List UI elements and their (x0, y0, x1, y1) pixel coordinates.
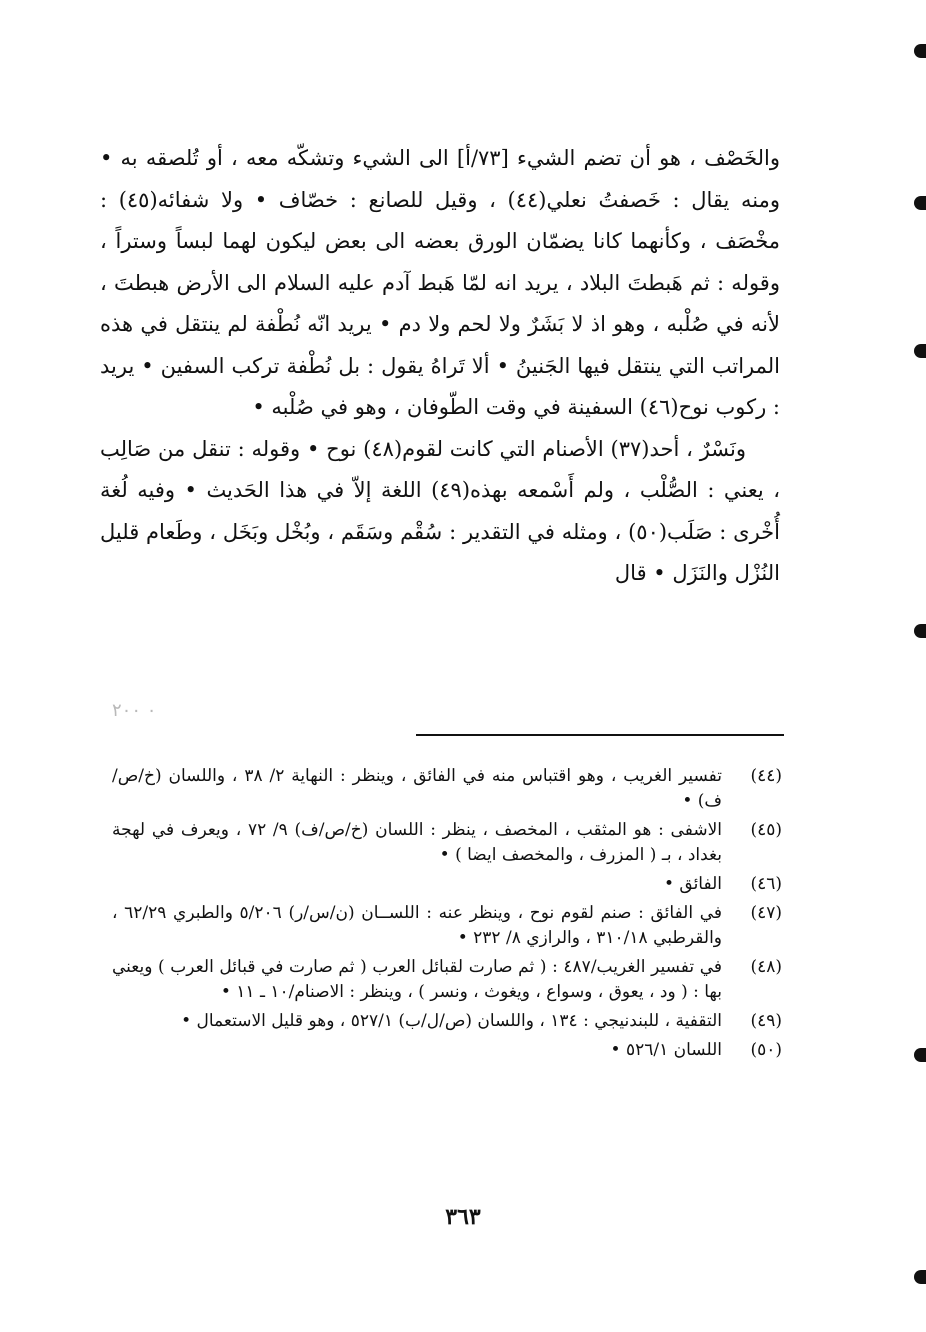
footnote-number: (٤٩) (750, 1011, 782, 1031)
binding-edge-mark (914, 196, 926, 210)
page-number: ٣٦٣ (445, 1204, 481, 1230)
footnote-number: (٤٤) (750, 766, 782, 786)
footnote-50 (112, 1038, 782, 1063)
binding-edge-mark (914, 44, 926, 58)
binding-edge-mark (914, 1048, 926, 1062)
footnote-48 (112, 955, 782, 1005)
footnote-44 (112, 764, 782, 814)
footnote-46 (112, 872, 782, 897)
footnote-number: (٤٦) (750, 874, 782, 894)
footnote-divider (416, 734, 784, 736)
main-paragraph-2: ونَسْرٌ ، أحد(٣٧) الأصنام التي كانت لقوم(٤٨) نوح • وقوله : تنقل من صَالِب ، يعني : الصُّلْب ، ولم أَسْمعه بهذه(٤٩) اللغة إلاّ في هذا الحَديث • وفيه لُغة أُخْرى : صَلَب(٥٠) ، ومثله في التقدير : سُقْم وسَقَم ، وبُخْل وبَخَل ، وطَعام قليل النُزْل والنَزَل • قال (100, 436, 780, 585)
footnote-text: تفسير الغريب ، وهو اقتباس منه في الفائق ، وينظر : النهاية ٢/ ٣٨ ، واللسان (خ/ص/ف) • (112, 766, 722, 811)
faint-ink-mark: ٠ ٢٠٠ (112, 700, 157, 721)
footnote-text: في الفائق : صنم لقوم نوح ، وينظر عنه : اللســان (ن/س/ر) ٥/٢٠٦ والطبري ٦٢/٢٩ ، والقرطبي ٣١٠/١٨ ، والرازي ٨/ ٢٣٢ • (112, 903, 722, 948)
footnote-number: (٤٨) (750, 957, 782, 977)
footnote-text: في تفسير الغريب/٤٨٧ : ( ثم صارت لقبائل العرب ( ثم صارت في قبائل العرب ) ويعني بها : ( ود ، يعوق ، وسواع ، ويغوث ، ونسر ) ، وينظر : الاصنام/١٠ ـ ١١ • (112, 957, 722, 1002)
footnote-text: التقفية ، للبندنيجي : ١٣٤ ، واللسان (ص/ل/ب) ٥٢٧/١ ، وهو قليل الاستعمال • (181, 1011, 722, 1031)
footnote-number: (٤٧) (750, 903, 782, 923)
main-paragraph-1: والخَصْف ، هو أن تضم الشيء [٧٣/أ] الى الشيء وتشكّه معه ، أو تُلصقه به • ومنه يقال : خَصفتُ نعلي(٤٤) ، وقيل للصانع : خصّاف • ولا شفائه(٤٥) : مخْصَف ، وكأنهما كانا يضمّان الورق بعضه الى بعض ليكون لهما لبساً وستراً ، وقوله : ثم هَبطتَ البلاد ، يريد انه لمّا هَبط آدم عليه السلام الى الأرض هبطتَ ، لأنه في صُلْبه ، وهو اذ لا بَشَرٌ ولا لحم ولا دم • يريد انّه نُطْفة لم ينتقل في هذه المراتب التي ينتقل فيها الجَنينُ • ألا تَراهُ يقول : بل نُطْفة تركب السفين • يريد : ركوب نوح(٤٦) السفينة في وقت الطّوفان ، وهو في صُلْبه • (100, 146, 780, 419)
binding-edge-mark (914, 624, 926, 638)
footnote-text: اللسان ٥٢٦/١ • (610, 1040, 722, 1060)
footnote-45 (112, 818, 782, 868)
footnote-text: الفائق • (663, 874, 722, 894)
footnotes-section (112, 764, 782, 1067)
footnote-text: الاشفى : هو المثقب ، المخصف ، ينظر : اللسان (خ/ص/ف) ٩/ ٧٢ ، ويعرف في لهجة بغداد ، بـ ( المزرف ، والمخصف ايضا ) • (112, 820, 722, 865)
binding-edge-mark (914, 1270, 926, 1284)
footnote-49 (112, 1009, 782, 1034)
main-text-block (100, 138, 780, 595)
binding-edge-mark (914, 344, 926, 358)
footnote-number: (٤٥) (750, 820, 782, 840)
footnote-number: (٥٠) (750, 1040, 782, 1060)
footnote-47 (112, 901, 782, 951)
